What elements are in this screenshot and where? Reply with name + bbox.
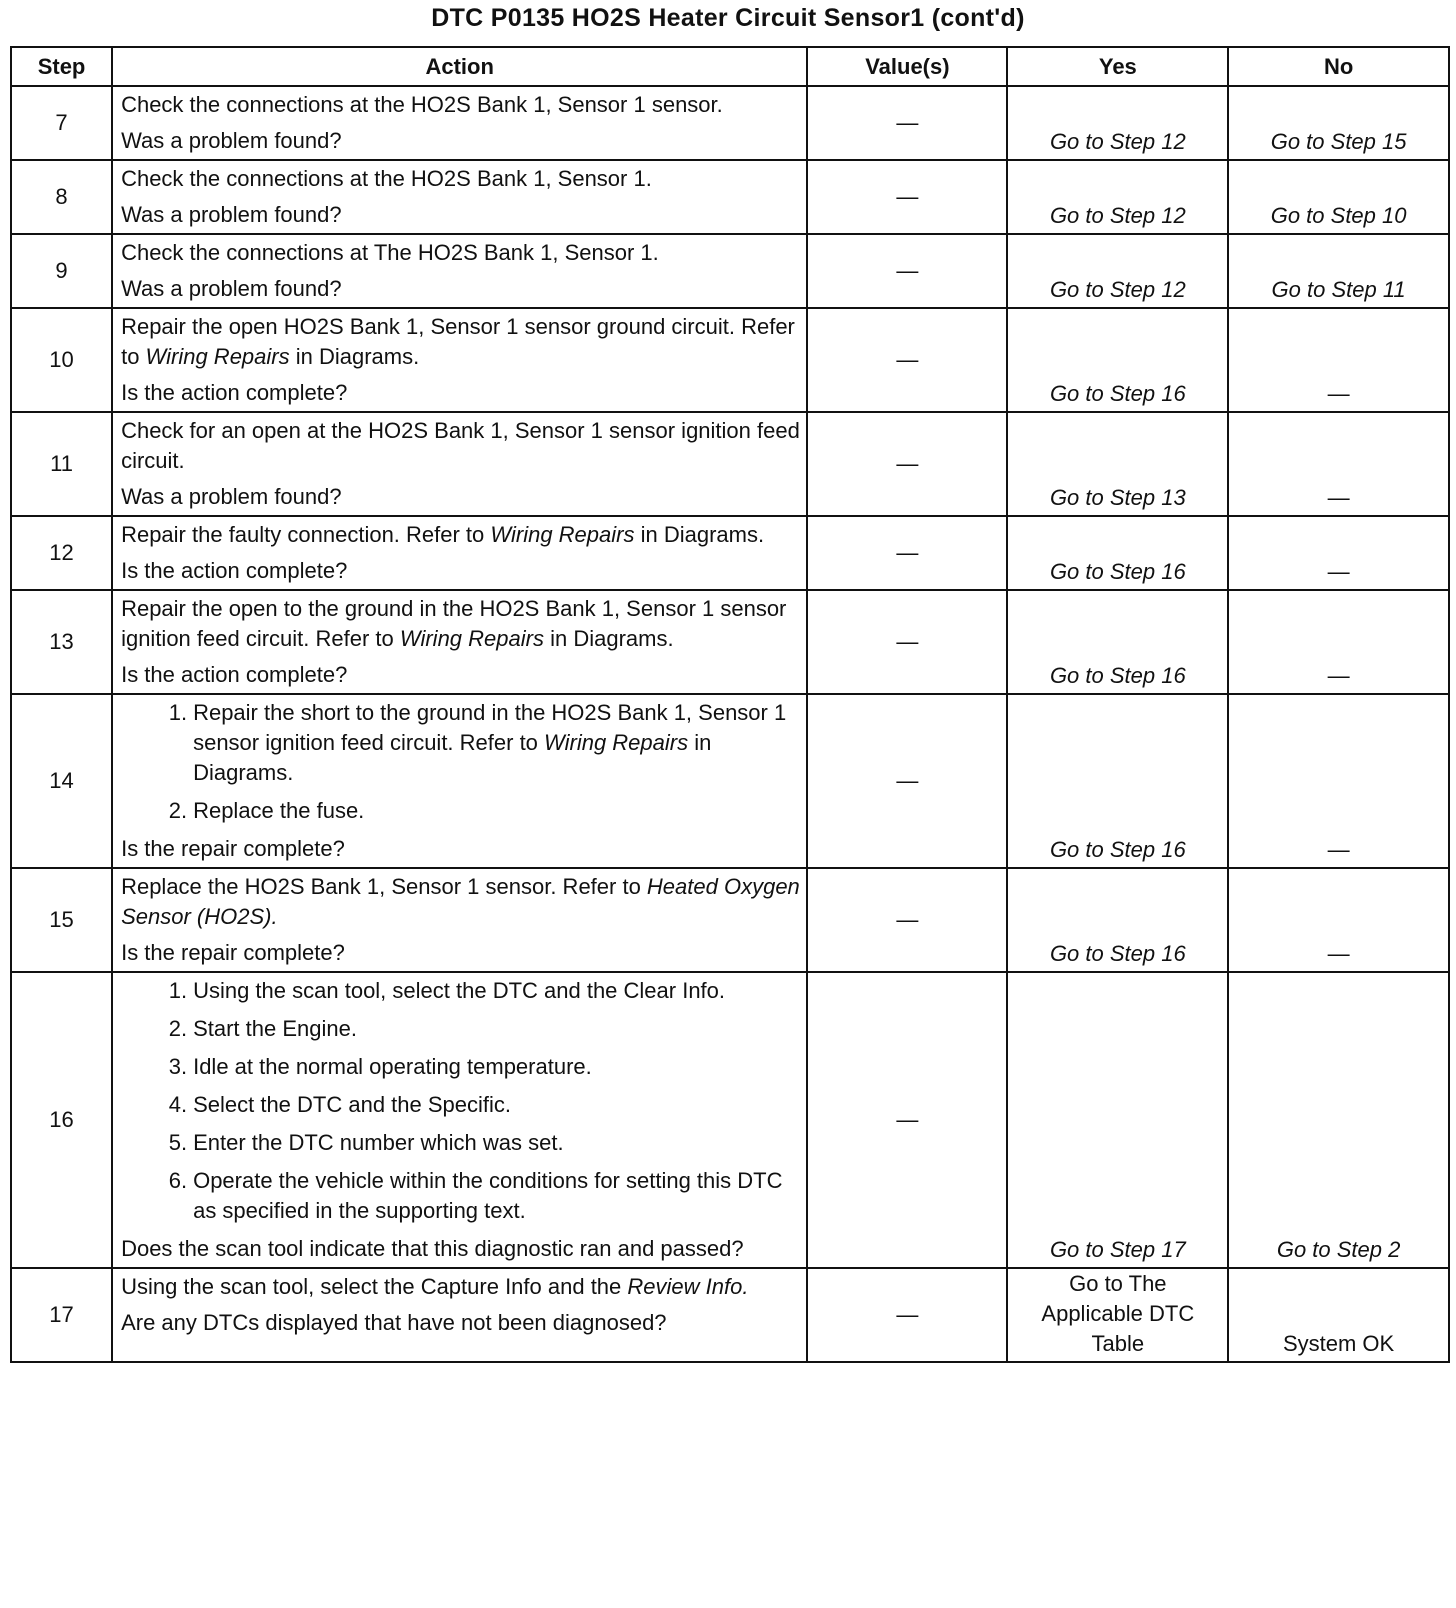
action-text: Check the connections at The HO2S Bank 1, Sensor 1. xyxy=(121,240,659,265)
page-title: DTC P0135 HO2S Heater Circuit Sensor1 (cont'd) xyxy=(431,4,1025,32)
action-question: Are any DTCs displayed that have not been diagnosed? xyxy=(121,1310,667,1335)
yes-result: Go to Step 13 xyxy=(1007,412,1228,516)
list-item xyxy=(121,976,800,1006)
no-result: — xyxy=(1228,516,1449,590)
value-cell: — xyxy=(807,590,1007,694)
action-text-part: in Diagrams. xyxy=(543,626,674,651)
table-row xyxy=(11,412,1449,516)
table-row xyxy=(11,86,1449,160)
value-cell: — xyxy=(807,972,1007,1268)
list-item xyxy=(121,1052,800,1082)
header-values: Value(s) xyxy=(807,47,1007,86)
no-result: — xyxy=(1228,590,1449,694)
action-cell xyxy=(112,1268,807,1362)
step-number: 11 xyxy=(11,412,112,516)
action-question: Is the action complete? xyxy=(121,662,348,687)
action-cell xyxy=(112,160,807,234)
table-row xyxy=(11,590,1449,694)
yes-result: Go to Step 16 xyxy=(1007,308,1228,412)
list-item-text: Select the DTC and the Specific. xyxy=(193,1092,512,1117)
list-item-number: 2. xyxy=(168,798,188,823)
list-item-text: Using the scan tool, select the DTC and the Clear Info. xyxy=(193,978,726,1003)
action-cell xyxy=(112,694,807,868)
step-number: 14 xyxy=(11,694,112,868)
reference-link: Wiring Repairs xyxy=(490,522,635,547)
no-result: Go to Step 10 xyxy=(1228,160,1449,234)
action-text-part: Using the scan tool, select the Capture Info and the xyxy=(121,1274,628,1299)
value-cell: — xyxy=(807,412,1007,516)
reference-link: Review Info. xyxy=(627,1274,749,1299)
value-cell: — xyxy=(807,694,1007,868)
list-item-number: 1. xyxy=(168,700,188,725)
action-text xyxy=(121,594,800,654)
list-item xyxy=(121,1090,800,1120)
table-row xyxy=(11,516,1449,590)
table-header-row xyxy=(11,47,1449,86)
list-item-text: Repair the short to the ground in the HO2S Bank 1, Sensor 1 sensor ignition feed circuit. Refer to xyxy=(193,700,787,755)
yes-result: Go to Step 16 xyxy=(1007,694,1228,868)
list-item-number: 5. xyxy=(168,1130,188,1155)
no-result: Go to Step 2 xyxy=(1228,972,1449,1268)
table-row xyxy=(11,694,1449,868)
action-cell xyxy=(112,516,807,590)
list-item-number: 6. xyxy=(168,1168,188,1193)
action-cell xyxy=(112,972,807,1268)
list-item-number: 3. xyxy=(168,1054,188,1079)
table-row xyxy=(11,972,1449,1268)
reference-link: Wiring Repairs xyxy=(399,626,544,651)
no-result: Go to Step 11 xyxy=(1228,234,1449,308)
step-number: 8 xyxy=(11,160,112,234)
action-list xyxy=(121,976,800,1226)
reference-link: Wiring Repairs xyxy=(145,344,290,369)
header-action: Action xyxy=(112,47,807,86)
step-number: 15 xyxy=(11,868,112,972)
action-cell xyxy=(112,86,807,160)
action-cell xyxy=(112,590,807,694)
reference-link: Heated Oxygen Sensor (HO2S). xyxy=(121,874,800,929)
action-question: Was a problem found? xyxy=(121,276,342,301)
value-cell: — xyxy=(807,516,1007,590)
table-row xyxy=(11,1268,1449,1362)
action-question: Was a problem found? xyxy=(121,484,342,509)
list-item xyxy=(121,1128,800,1158)
step-number: 7 xyxy=(11,86,112,160)
yes-result: Go to Step 16 xyxy=(1007,590,1228,694)
action-text-part: in Diagrams. xyxy=(289,344,420,369)
action-question: Was a problem found? xyxy=(121,202,342,227)
list-item xyxy=(121,1166,800,1226)
action-question: Is the action complete? xyxy=(121,380,348,405)
list-item xyxy=(121,1014,800,1044)
no-result: — xyxy=(1228,308,1449,412)
yes-result: Go to Step 16 xyxy=(1007,516,1228,590)
action-text xyxy=(121,1272,800,1302)
list-item-text: in Diagrams. xyxy=(193,730,712,785)
header-yes: Yes xyxy=(1007,47,1228,86)
action-question: Is the action complete? xyxy=(121,558,348,583)
yes-result: Go to The Applicable DTC Table xyxy=(1007,1268,1228,1362)
step-number: 16 xyxy=(11,972,112,1268)
action-text-part: Repair the open HO2S Bank 1, Sensor 1 sensor ground circuit. Refer to xyxy=(121,314,795,369)
no-result: Go to Step 15 xyxy=(1228,86,1449,160)
list-item xyxy=(121,796,800,826)
action-text-part: Repair the faulty connection. Refer to xyxy=(121,522,491,547)
yes-result: Go to Step 12 xyxy=(1007,160,1228,234)
list-item-number: 2. xyxy=(168,1016,188,1041)
reference-link: Wiring Repairs xyxy=(544,730,689,755)
action-text xyxy=(121,872,800,932)
list-item-text: Replace the fuse. xyxy=(193,798,365,823)
header-no: No xyxy=(1228,47,1449,86)
no-result: — xyxy=(1228,412,1449,516)
step-number: 9 xyxy=(11,234,112,308)
yes-result: Go to Step 12 xyxy=(1007,86,1228,160)
list-item-text: Idle at the normal operating temperature. xyxy=(193,1054,592,1079)
step-number: 12 xyxy=(11,516,112,590)
action-cell xyxy=(112,868,807,972)
dtc-diagnostic-table xyxy=(10,46,1450,1363)
table-row xyxy=(11,868,1449,972)
action-text xyxy=(121,312,800,372)
action-list xyxy=(121,698,800,826)
value-cell: — xyxy=(807,308,1007,412)
action-text: Check the connections at the HO2S Bank 1, Sensor 1 sensor. xyxy=(121,92,723,117)
value-cell: — xyxy=(807,868,1007,972)
value-cell: — xyxy=(807,86,1007,160)
action-text: Check the connections at the HO2S Bank 1, Sensor 1. xyxy=(121,166,652,191)
header-step: Step xyxy=(11,47,112,86)
action-cell xyxy=(112,234,807,308)
no-result: — xyxy=(1228,694,1449,868)
action-cell xyxy=(112,308,807,412)
action-cell xyxy=(112,412,807,516)
value-cell: — xyxy=(807,234,1007,308)
action-question: Is the repair complete? xyxy=(121,836,345,861)
value-cell: — xyxy=(807,160,1007,234)
action-text-part: Replace the HO2S Bank 1, Sensor 1 sensor. Refer to xyxy=(121,874,647,899)
action-text xyxy=(121,520,800,550)
no-result: System OK xyxy=(1228,1268,1449,1362)
value-cell: — xyxy=(807,1268,1007,1362)
list-item-number: 1. xyxy=(168,978,188,1003)
action-text: Check for an open at the HO2S Bank 1, Sensor 1 sensor ignition feed circuit. xyxy=(121,418,800,473)
yes-result: Go to Step 12 xyxy=(1007,234,1228,308)
action-question: Is the repair complete? xyxy=(121,940,345,965)
list-item-text: Start the Engine. xyxy=(193,1016,357,1041)
action-question: Was a problem found? xyxy=(121,128,342,153)
table-row xyxy=(11,160,1449,234)
table-row xyxy=(11,308,1449,412)
step-number: 17 xyxy=(11,1268,112,1362)
step-number: 10 xyxy=(11,308,112,412)
action-text-part: Repair the open to the ground in the HO2S Bank 1, Sensor 1 sensor ignition feed circuit. Refer to xyxy=(121,596,787,651)
action-question: Does the scan tool indicate that this diagnostic ran and passed? xyxy=(121,1236,744,1261)
step-number: 13 xyxy=(11,590,112,694)
yes-result: Go to Step 17 xyxy=(1007,972,1228,1268)
list-item-text: Operate the vehicle within the conditions for setting this DTC as specified in the supporting text. xyxy=(193,1168,783,1223)
yes-result: Go to Step 16 xyxy=(1007,868,1228,972)
action-text-part: in Diagrams. xyxy=(634,522,765,547)
list-item xyxy=(121,698,800,788)
list-item-text: Enter the DTC number which was set. xyxy=(193,1130,564,1155)
table-row xyxy=(11,234,1449,308)
no-result: — xyxy=(1228,868,1449,972)
list-item-number: 4. xyxy=(168,1092,188,1117)
